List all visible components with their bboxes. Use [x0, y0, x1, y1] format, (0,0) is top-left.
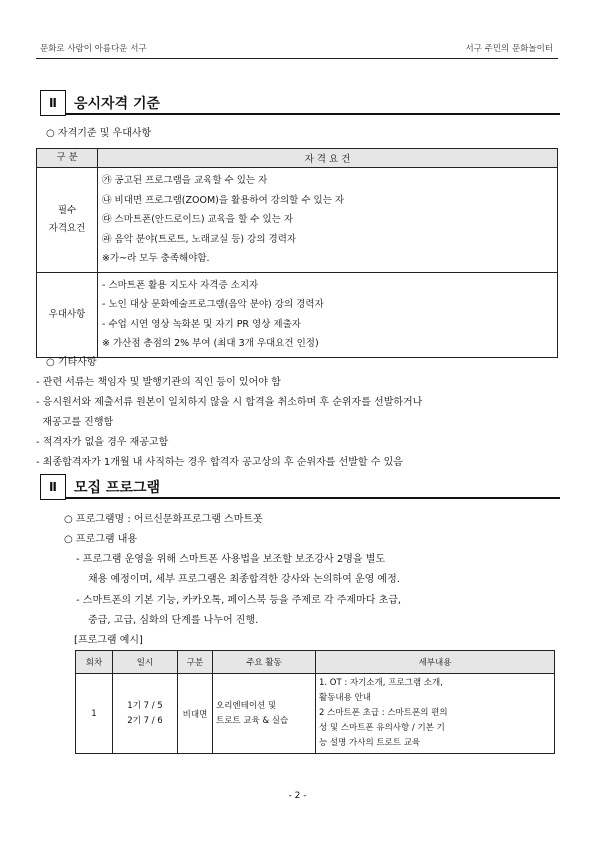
header-right-text: 서구 주민의 문화놀이터 [465, 44, 553, 54]
category-label: 우대사항 [48, 308, 86, 320]
table-header-row [37, 149, 558, 168]
program-detail: 중급, 고급, 심화의 단계를 나누어 진행. [88, 615, 259, 626]
category-label: 자격요건 [48, 222, 86, 234]
table-row [76, 674, 555, 754]
etc-item: - 관련 서류는 책임자 및 발행기관의 직인 등이 있어야 함 [36, 377, 281, 388]
program-detail: - 프로그램 운영을 위해 스마트폰 사용법을 보조할 보조강사 2명을 별도 [76, 554, 386, 565]
requirement-note: ※가~라 모두 충족해야함. [102, 253, 210, 264]
etc-item: - 응시원서와 제출서류 원본이 일치하지 않을 시 합격을 취소하며 후 순위자를 선발하거나 [36, 397, 423, 408]
header-rule [36, 58, 558, 59]
program-detail: - 스마트폰의 기본 기능, 카카오톡, 페이스북 등을 주제로 각 주제마다 초급, [76, 595, 402, 606]
section-title: 응시자격 기준 [74, 96, 161, 112]
section-rule [66, 497, 560, 499]
activity-line: 오리엔테이션 및 [216, 700, 277, 711]
header-round: 회차 [76, 651, 113, 674]
activity-line: 트로트 교육 & 실습 [216, 715, 289, 726]
header-details: 세부내용 [316, 651, 555, 674]
program-name: ○ 프로그램명 : 어르신문화프로그램 스마트폿 [64, 514, 263, 525]
subheading-etc: ○ 기타사항 [46, 357, 97, 368]
requirement-item: ㉱ 음악 분야(트로트, 노래교실 등) 강의 경력자 [102, 233, 297, 245]
etc-item: 재공고를 진행함 [36, 417, 114, 428]
cell-round: 1 [76, 674, 113, 754]
table-row-preferred [37, 272, 558, 357]
cell-details [316, 674, 555, 754]
date-line: 2기 7 / 6 [127, 715, 163, 726]
preferred-item: - 수업 시연 영상 녹화본 및 자기 PR 영상 제출자 [102, 318, 301, 330]
date-line: 1기 7 / 5 [127, 700, 163, 711]
requirement-item: ㉯ 비대면 프로그램(ZOOM)을 활용하여 강의할 수 있는 자 [102, 194, 345, 206]
preferred-item: - 스마트폰 활용 지도사 자격증 소지자 [102, 279, 259, 291]
section-number: Ⅱ [40, 474, 66, 500]
header-content: 자 격 요 건 [98, 149, 558, 168]
header-category: 구 분 [37, 149, 98, 168]
table-row-required [37, 168, 558, 273]
detail-line: 능 설명 가사의 트로트 교육 [319, 738, 421, 748]
category-preferred [37, 272, 98, 357]
section-heading-programs [40, 474, 560, 500]
requirements-table [36, 148, 558, 358]
etc-item: - 최종합격자가 1개월 내 사직하는 경우 합격자 공고상의 후 순위자를 선발할 수 있음 [36, 457, 403, 468]
subheading-criteria: ○ 자격기준 및 우대사항 [46, 128, 152, 139]
category-required [37, 168, 98, 273]
header-left-text: 문화로 사람이 아름다운 서구 [40, 44, 147, 54]
section-title: 모집 프로그램 [74, 480, 161, 496]
required-content [98, 168, 558, 273]
detail-line: 2 스마트폰 초급 : 스마트폰의 편의 [319, 708, 448, 718]
category-label: 필수 [57, 204, 77, 216]
section-number: Ⅱ [40, 90, 66, 116]
header-date: 일시 [113, 651, 178, 674]
program-example-table [75, 650, 555, 754]
program-detail: 채용 예정이며, 세부 프로그램은 최종합격한 강사와 논의하여 운영 예정. [88, 574, 400, 585]
preferred-item: - 노인 대상 문화예술프로그램(음악 분야) 강의 경력자 [102, 299, 324, 310]
requirement-item: ㉰ 스마트폰(안드로이드) 교육을 할 수 있는 자 [102, 214, 294, 225]
preferred-content [98, 272, 558, 357]
cell-activity [213, 674, 316, 754]
table-header-row [76, 651, 555, 674]
section-heading-qualifications [40, 90, 560, 116]
program-content-heading: ○ 프로그램 내용 [64, 534, 138, 545]
etc-item: - 적격자가 없을 경우 재공고함 [36, 437, 169, 448]
header-type: 구분 [178, 651, 213, 674]
cell-dates [113, 674, 178, 754]
header-activity: 주요 활동 [213, 651, 316, 674]
detail-line: 1. OT : 자기소개, 프로그램 소개, [319, 678, 443, 688]
detail-line: 활동내용 안내 [319, 693, 371, 703]
page-number: - 2 - [288, 791, 307, 801]
detail-line: 성 및 스마트폰 유의사항 / 기본 기 [319, 723, 445, 733]
preferred-note: ※ 가산점 총점의 2% 부여 (최대 3개 우대요건 인정) [102, 338, 319, 349]
program-example-title: [프로그램 예시] [74, 635, 143, 646]
requirement-item: ㉮ 공고된 프로그램을 교육할 수 있는 자 [102, 175, 268, 186]
section-rule [66, 113, 560, 115]
cell-type: 비대면 [178, 674, 213, 754]
